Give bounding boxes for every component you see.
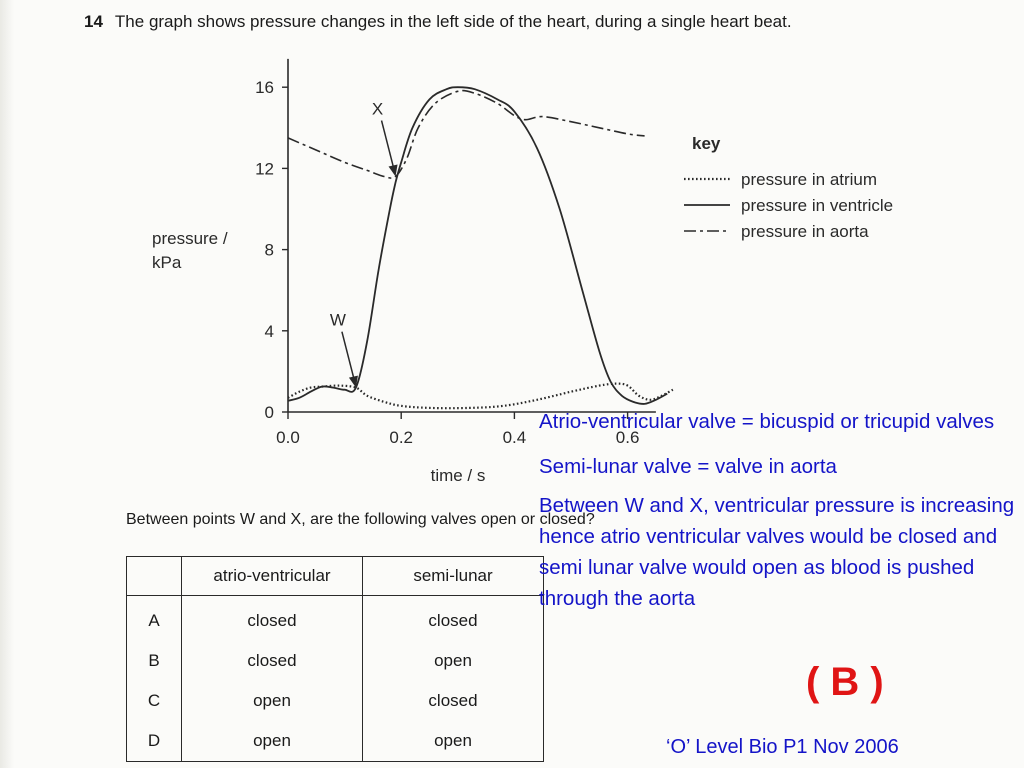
option-letter: D [127, 721, 182, 762]
series-line-pressure-in-ventricle [288, 87, 667, 404]
answer-mark: ( B ) [806, 660, 884, 704]
y-axis-label: pressure / [152, 229, 228, 248]
graph-legend [684, 134, 893, 241]
option-sl: closed [363, 596, 544, 642]
option-sl: closed [363, 681, 544, 721]
explanation-notes [539, 406, 1024, 614]
option-av: open [182, 721, 363, 762]
x-tick-label: 0.2 [389, 428, 414, 447]
point-label-X: X [371, 99, 384, 119]
y-tick-label: 0 [264, 403, 274, 422]
y-tick-label: 12 [255, 159, 274, 179]
answer-options-table [126, 556, 544, 762]
graph-series [288, 87, 673, 408]
option-letter: B [127, 641, 182, 681]
header-atrio-ventricular: atrio-ventricular [182, 557, 363, 596]
table-row [127, 681, 544, 721]
x-tick-label: 0.0 [276, 428, 300, 447]
table-header-row [127, 557, 544, 596]
source-citation: ‘O’ Level Bio P1 Nov 2006 [666, 736, 899, 758]
point-arrowhead-X [389, 165, 398, 177]
header-semi-lunar: semi-lunar [363, 557, 544, 596]
question-text: The graph shows pressure changes in the left side of the heart, during a single heart beat. [114, 12, 792, 31]
legend-label: pressure in ventricle [741, 196, 894, 215]
table-row [127, 641, 544, 681]
y-tick-label: 8 [264, 240, 274, 260]
x-axis-label: time / s [430, 466, 486, 485]
point-arrow-W [342, 332, 355, 383]
option-letter: A [127, 596, 182, 642]
question-number: 14 [84, 12, 103, 31]
explanation-reasoning: Between W and X, ventricular pressure is increasing hence atrio ventricular valves would be closed and semi lunar valve would open as blood is pushed through the aorta [539, 494, 1015, 610]
option-sl: open [363, 721, 544, 762]
y-tick-label: 16 [255, 78, 274, 98]
subquestion: Between points W and X, are the following valves open or closed? [126, 511, 595, 528]
y-axis-label-unit: kPa [152, 253, 182, 272]
header-blank [127, 557, 182, 596]
option-av: closed [182, 641, 363, 681]
legend-label: pressure in atrium [741, 170, 878, 189]
y-tick-label: 4 [264, 321, 274, 341]
option-sl: open [363, 641, 544, 681]
explanation-valve-definition: Atrio-ventricular valve = bicuspid or tricupid valves [539, 410, 995, 433]
legend-label: pressure in aorta [741, 222, 869, 241]
option-av: closed [182, 596, 363, 642]
point-label-W: W [329, 310, 346, 330]
point-arrow-X [382, 121, 395, 172]
option-letter: C [127, 681, 182, 721]
table-row [127, 721, 544, 762]
explanation-semilunar-definition: Semi-lunar valve = valve in aorta [539, 455, 837, 478]
graph-annotations [330, 100, 398, 388]
option-av: open [182, 681, 363, 721]
x-tick-label: 0.6 [615, 428, 640, 447]
table-row [127, 596, 544, 642]
legend-title: key [692, 134, 721, 153]
x-tick-label: 0.4 [502, 428, 527, 447]
series-line-pressure-in-aorta [288, 91, 645, 179]
